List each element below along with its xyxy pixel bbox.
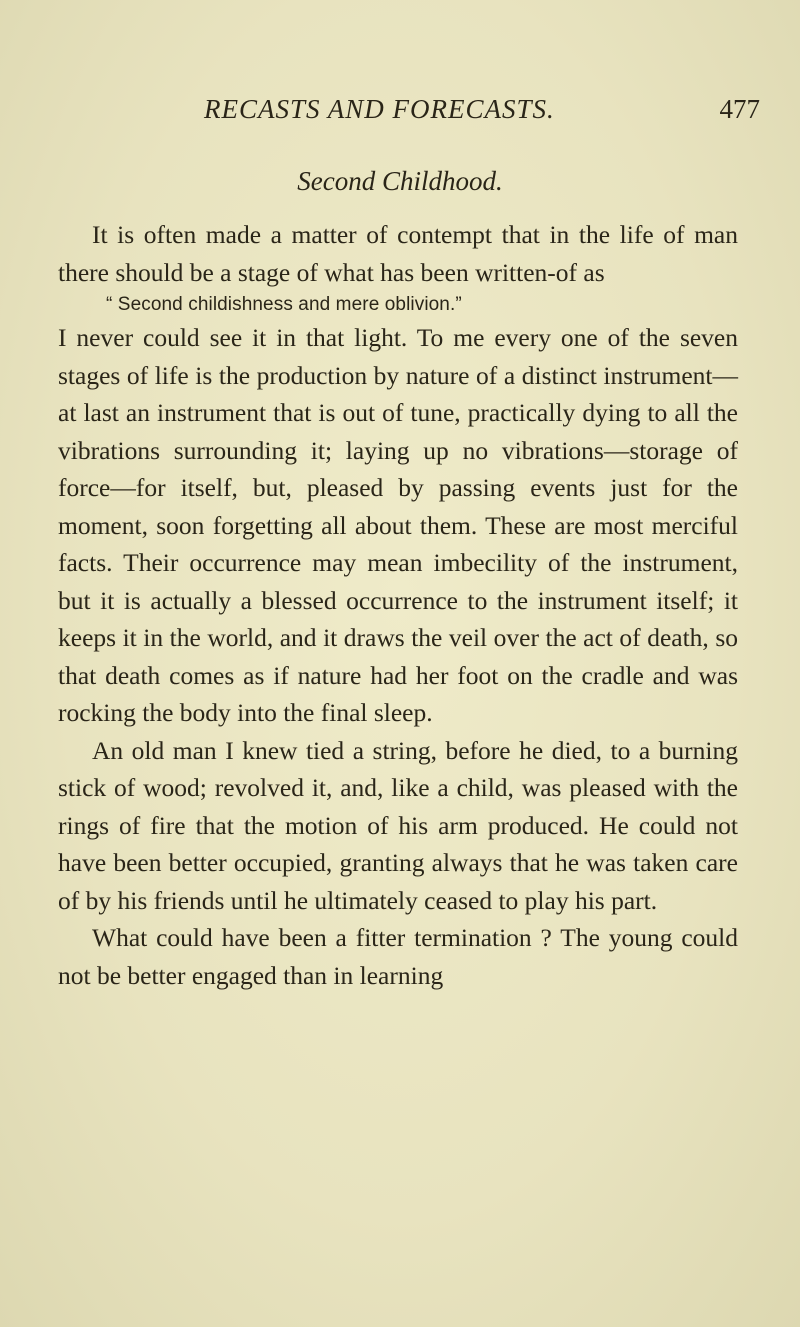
- paragraph-4: What could have been a fitter termination ? The young could not be better engaged than in learning: [58, 923, 738, 990]
- paragraph-2: I never could see it in that light. To me every one of the seven stages of life is the production by nature of a distinct instrument—at last an instrument that is out of tune, practically dying to all the vibrations surrounding it; laying up no vibrations—storage of force—for itself, but, pleased by passing events just for the moment, soon forgetting all about them. These are most merciful facts. Their occurrence may mean imbecility of the instrument, but it is actually a blessed occurrence to the instrument itself; it keeps it in the world, and it draws the veil over the act of death, so that death comes as if nature had her foot on the cradle and was rocking the body into the final sleep.: [58, 323, 738, 727]
- quotation: “ Second childishness and mere oblivion.”: [106, 294, 462, 315]
- running-head: [60, 94, 760, 134]
- running-title: RECASTS AND FORECASTS.: [204, 94, 555, 124]
- page-number: 477: [719, 94, 760, 124]
- paragraph-1: It is often made a matter of contempt that in the life of man there should be a stage of what has been written-of as: [58, 220, 738, 287]
- body-text: [58, 216, 738, 994]
- paragraph-3: An old man I knew tied a string, before he died, to a burning stick of wood; revolved it, and, like a child, was pleased with the rings of fire that the motion of his arm produced. He could not have been better occupied, granting always that he was taken care of by his friends until he ultimately ceased to play his part.: [58, 735, 738, 915]
- section-title: Second Childhood.: [297, 166, 503, 196]
